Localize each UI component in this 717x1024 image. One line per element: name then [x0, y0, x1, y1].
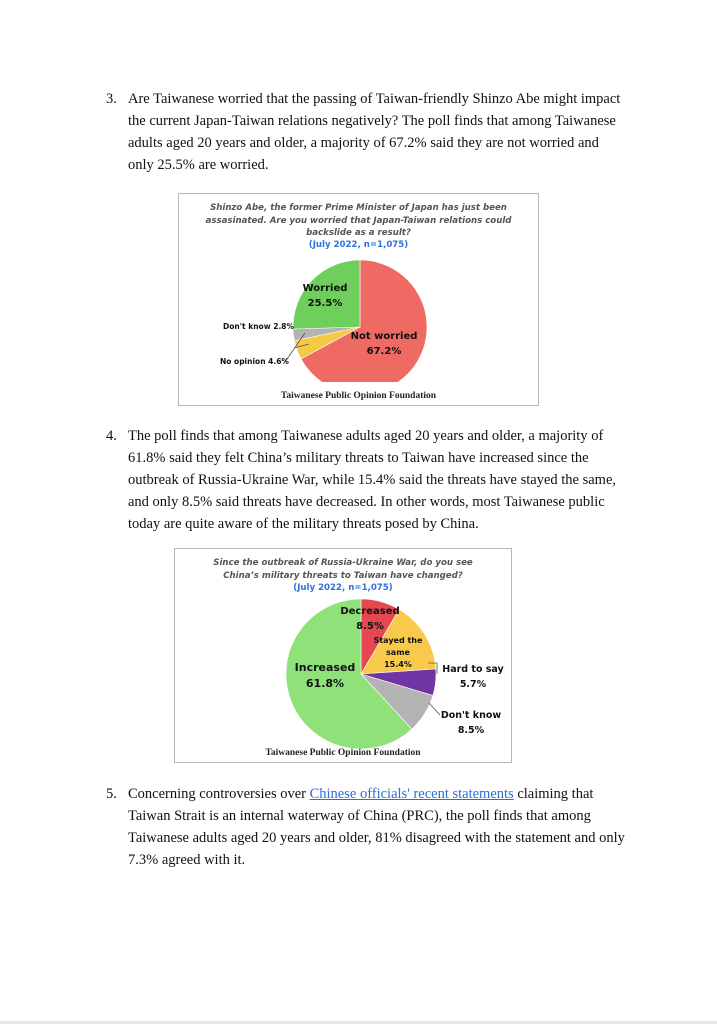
leader-line [429, 703, 440, 715]
slice-label: Increased [294, 661, 356, 674]
chart-source: Taiwanese Public Opinion Foundation [280, 391, 437, 401]
item-text [128, 783, 626, 871]
pie-chart [179, 194, 538, 382]
slice-label: Hard to say [442, 664, 504, 675]
slice-label: same [386, 648, 410, 657]
slice-label: 5.7% [459, 679, 487, 690]
item-text-part: claiming that Taiwan Strait is an internal waterway of China (PRC), the poll finds that among Taiwanese adults aged 20 years and older, 81% disagreed with the statement and only 7.3% agreed with it. [128, 786, 625, 868]
slice-label: Don't know [440, 710, 502, 721]
chart-title-line: Since the outbreak of Russia-Ukraine War, do you see [213, 558, 473, 568]
slice-label: 25.5% [307, 298, 343, 309]
slice-label: Decreased [340, 606, 400, 617]
item-number: 4. [106, 428, 117, 444]
slice-label: No opinion 4.6% [220, 357, 289, 366]
item-number: 5. [106, 786, 117, 802]
pie-slice [293, 260, 360, 329]
chart-source: Taiwanese Public Opinion Foundation [265, 748, 421, 758]
chart-title-line: China’s military threats to Taiwan have changed? [223, 570, 463, 581]
slice-label: 15.4% [384, 660, 412, 669]
slice-label: 61.8% [305, 677, 345, 690]
slice-label: 67.2% [366, 346, 402, 357]
chart-title-line: backslide as a result? [306, 228, 411, 238]
item-number: 3. [106, 91, 117, 107]
slice-label: 8.5% [356, 621, 384, 632]
list-item-4 [106, 425, 626, 535]
pie-chart [175, 549, 511, 749]
statements-link[interactable]: Chinese officials' recent statements [309, 786, 514, 802]
list-item-5 [106, 783, 626, 871]
chart-subtitle: (July 2022, n=1,075) [308, 240, 409, 250]
item-text: Are Taiwanese worried that the passing of Taiwan-friendly Shinzo Abe might impact the current Japan-Taiwan relations negatively? The poll finds that among Taiwanese adults aged 20 years and older, a majority of 67.2% said they are not worried and only 25.5% are worried. [128, 91, 621, 173]
chart-subtitle: (July 2022, n=1,075) [293, 583, 393, 593]
slice-label: Don't know 2.8% [223, 322, 295, 331]
item-text: The poll finds that among Taiwanese adults aged 20 years and older, a majority of 61.8% said they felt China’s military threats to Taiwan have increased since the outbreak of Russia-Ukraine War, while 15.4% said the threats have stayed the same, and only 8.5% said threats have decreased. In other words, most Taiwanese public today are quite aware of the military threats posed by China. [128, 428, 617, 532]
chart-military-threats [174, 548, 512, 763]
list-item-3 [106, 88, 626, 176]
slice-label: Not worried [350, 331, 418, 342]
chart-title-line: assasinated. Are you worried that Japan-Taiwan relations could [205, 215, 512, 226]
slice-label: Worried [302, 283, 348, 294]
slice-label: Stayed the [373, 636, 423, 645]
item-text-part: Concerning controversies over [128, 786, 310, 802]
slice-label: 8.5% [457, 725, 485, 736]
chart-title-line: Shinzo Abe, the former Prime Minister of Japan has just been [210, 203, 507, 213]
chart-abe-worry [178, 193, 539, 406]
